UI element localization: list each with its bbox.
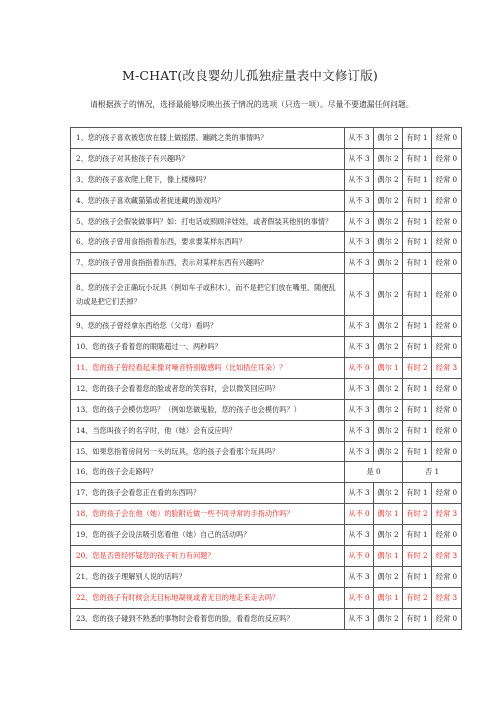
answer-option-never[interactable]: 从不 3 xyxy=(345,316,374,337)
answer-option-sometimes[interactable]: 有时 1 xyxy=(403,190,432,211)
question-row xyxy=(71,337,462,358)
question-text: 6、您的孩子曾用食指指着东西，要求要某样东西吗？ xyxy=(71,232,345,253)
answer-option-sometimes[interactable]: 有时 1 xyxy=(403,525,432,546)
answer-option-rarely[interactable]: 偶尔 2 xyxy=(374,211,403,232)
answer-option-sometimes[interactable]: 有时 1 xyxy=(403,337,432,358)
answer-option-rarely[interactable]: 偶尔 2 xyxy=(374,128,403,149)
answer-option-rarely[interactable]: 偶尔 2 xyxy=(374,190,403,211)
question-row xyxy=(71,169,462,190)
answer-option-sometimes[interactable]: 有时 1 xyxy=(403,420,432,441)
question-row xyxy=(71,504,462,525)
question-row xyxy=(71,566,462,587)
question-row xyxy=(71,399,462,420)
answer-option-rarely[interactable]: 偶尔 1 xyxy=(374,546,403,567)
answer-option-often[interactable]: 经常 3 xyxy=(432,587,462,608)
question-text: 3、您的孩子喜欢爬上爬下，像上楼梯吗？ xyxy=(71,169,345,190)
answer-option-sometimes[interactable]: 有时 2 xyxy=(403,358,432,379)
answer-option-never[interactable]: 从不 3 xyxy=(345,525,374,546)
page-title: M-CHAT(改良婴幼儿孤独症量表中文修订版) xyxy=(121,68,379,83)
answer-option-often[interactable]: 经常 0 xyxy=(432,274,462,316)
question-text: 11、您的孩子曾经看起来像对噪音特别敏感吗（比如捂住耳朵）？ xyxy=(71,358,345,379)
answer-option-rarely[interactable]: 偶尔 2 xyxy=(374,566,403,587)
answer-option-no[interactable]: 否 1 xyxy=(403,462,462,483)
question-text: 20、您是否曾经怀疑您的孩子听力有问题？ xyxy=(71,546,345,567)
question-row xyxy=(71,525,462,546)
answer-option-never[interactable]: 从不 3 xyxy=(345,128,374,149)
answer-option-never[interactable]: 从不 3 xyxy=(345,190,374,211)
answer-option-sometimes[interactable]: 有时 1 xyxy=(403,169,432,190)
question-text: 5、您的孩子会假装做事吗？如：打电话或照顾洋娃娃，或者假装其他别的事情？ xyxy=(71,211,345,232)
question-row xyxy=(71,358,462,379)
answer-option-often[interactable]: 经常 0 xyxy=(432,566,462,587)
answer-option-sometimes[interactable]: 有时 1 xyxy=(403,232,432,253)
answer-option-rarely[interactable]: 偶尔 2 xyxy=(374,316,403,337)
answer-option-rarely[interactable]: 偶尔 2 xyxy=(374,274,403,316)
question-row xyxy=(71,441,462,462)
answer-option-often[interactable]: 经常 0 xyxy=(432,253,462,274)
answer-option-never[interactable]: 从不 3 xyxy=(345,441,374,462)
answer-option-sometimes[interactable]: 有时 1 xyxy=(403,608,432,629)
question-row xyxy=(71,211,462,232)
question-text: 22、您的孩子有时候会无目标地凝视或者无目的地走来走去吗？ xyxy=(71,587,345,608)
questionnaire-table xyxy=(70,127,462,630)
answer-option-often[interactable]: 经常 0 xyxy=(432,211,462,232)
answer-option-yes[interactable]: 是 0 xyxy=(345,462,403,483)
answer-option-often[interactable]: 经常 0 xyxy=(432,190,462,211)
answer-option-never[interactable]: 从不 3 xyxy=(345,211,374,232)
answer-option-never[interactable]: 从不 3 xyxy=(345,232,374,253)
answer-option-often[interactable]: 经常 0 xyxy=(432,148,462,169)
answer-option-sometimes[interactable]: 有时 1 xyxy=(403,483,432,504)
answer-option-often[interactable]: 经常 0 xyxy=(432,232,462,253)
answer-option-never[interactable]: 从不 3 xyxy=(345,337,374,358)
answer-option-sometimes[interactable]: 有时 1 xyxy=(403,378,432,399)
question-row xyxy=(71,378,462,399)
answer-option-never[interactable]: 从不 0 xyxy=(345,546,374,567)
answer-option-often[interactable]: 经常 0 xyxy=(432,608,462,629)
answer-option-never[interactable]: 从不 3 xyxy=(345,274,374,316)
question-text: 2、您的孩子对其他孩子有兴趣吗？ xyxy=(71,148,345,169)
answer-option-rarely[interactable]: 偶尔 2 xyxy=(374,148,403,169)
question-text: 13、您的孩子会模仿您吗？（例如您做鬼脸，您的孩子也会模仿吗？） xyxy=(71,399,345,420)
question-row xyxy=(71,420,462,441)
answer-option-often[interactable]: 经常 3 xyxy=(432,358,462,379)
question-row xyxy=(71,274,462,316)
answer-option-sometimes[interactable]: 有时 1 xyxy=(403,211,432,232)
question-text: 7、您的孩子曾用食指指着东西，表示对某样东西有兴趣吗？ xyxy=(71,253,345,274)
answer-option-sometimes[interactable]: 有时 1 xyxy=(403,148,432,169)
question-row xyxy=(71,232,462,253)
answer-option-sometimes[interactable]: 有时 1 xyxy=(403,253,432,274)
answer-option-rarely[interactable]: 偶尔 1 xyxy=(374,587,403,608)
answer-option-sometimes[interactable]: 有时 1 xyxy=(403,566,432,587)
answer-option-rarely[interactable]: 偶尔 2 xyxy=(374,378,403,399)
answer-option-often[interactable]: 经常 0 xyxy=(432,525,462,546)
answer-option-sometimes[interactable]: 有时 1 xyxy=(403,441,432,462)
answer-option-never[interactable]: 从不 0 xyxy=(345,504,374,525)
answer-option-often[interactable]: 经常 0 xyxy=(432,337,462,358)
answer-option-often[interactable]: 经常 3 xyxy=(432,504,462,525)
question-text: 23、您的孩子碰到不熟悉的事物时会看着您的脸，看看您的反应吗？ xyxy=(71,608,345,629)
answer-option-sometimes[interactable]: 有时 2 xyxy=(403,546,432,567)
answer-option-rarely[interactable]: 偶尔 2 xyxy=(374,441,403,462)
answer-option-rarely[interactable]: 偶尔 2 xyxy=(374,253,403,274)
answer-option-rarely[interactable]: 偶尔 2 xyxy=(374,399,403,420)
question-text: 14、当您叫孩子的名字时，他（她）会有反应吗？ xyxy=(71,420,345,441)
question-row xyxy=(71,546,462,567)
question-row xyxy=(71,483,462,504)
answer-option-rarely[interactable]: 偶尔 2 xyxy=(374,525,403,546)
question-text: 10、您的孩子看着您的眼睛超过一、两秒吗？ xyxy=(71,337,345,358)
question-row xyxy=(71,253,462,274)
answer-option-rarely[interactable]: 偶尔 2 xyxy=(374,169,403,190)
answer-option-rarely[interactable]: 偶尔 1 xyxy=(374,358,403,379)
answer-option-never[interactable]: 从不 3 xyxy=(345,420,374,441)
answer-option-sometimes[interactable]: 有时 1 xyxy=(403,128,432,149)
answer-option-never[interactable]: 从不 3 xyxy=(345,608,374,629)
answer-option-never[interactable]: 从不 3 xyxy=(345,399,374,420)
question-text: 19、您的孩子会设法吸引您看他（她）自己的活动吗？ xyxy=(71,525,345,546)
answer-option-often[interactable]: 经常 0 xyxy=(432,441,462,462)
answer-option-never[interactable]: 从不 3 xyxy=(345,483,374,504)
question-text: 9、您的孩子曾经拿东西给您（父母）看吗？ xyxy=(71,316,345,337)
question-text: 21、您的孩子理解别人说的话吗？ xyxy=(71,566,345,587)
answer-option-sometimes[interactable]: 有时 1 xyxy=(403,399,432,420)
answer-option-never[interactable]: 从不 0 xyxy=(345,587,374,608)
answer-option-rarely[interactable]: 偶尔 1 xyxy=(374,504,403,525)
answer-option-sometimes[interactable]: 有时 1 xyxy=(403,274,432,316)
question-text: 15、如果您指着房间另一头的玩具，您的孩子会看那个玩具吗？ xyxy=(71,441,345,462)
answer-option-never[interactable]: 从不 3 xyxy=(345,148,374,169)
question-text: 1、您的孩子喜欢被您放在膝上做摇摆、蹦跳之类的事情吗？ xyxy=(71,128,345,149)
instructions: 请根据孩子的情况，选择最能够反映出孩子情况的选项（只选一项）。尽量不要遗漏任何问题。 xyxy=(90,100,414,109)
answer-option-never[interactable]: 从不 3 xyxy=(345,169,374,190)
answer-option-often[interactable]: 经常 0 xyxy=(432,483,462,504)
question-text: 4、您的孩子喜欢藏猫猫或者捉迷藏的游戏吗？ xyxy=(71,190,345,211)
question-text: 12、您的孩子会看着您的脸或者您的笑容时，会以微笑回应吗？ xyxy=(71,378,345,399)
question-row xyxy=(71,608,462,629)
answer-option-often[interactable]: 经常 0 xyxy=(432,128,462,149)
answer-option-sometimes[interactable]: 有时 1 xyxy=(403,316,432,337)
question-text: 8、您的孩子会正确玩小玩具（例如车子或积木），而不是把它们放在嘴里、随便乱动或是把它们丢掉？ xyxy=(71,274,345,316)
question-row xyxy=(71,148,462,169)
question-row xyxy=(71,128,462,149)
answer-option-often[interactable]: 经常 0 xyxy=(432,399,462,420)
answer-option-rarely[interactable]: 偶尔 2 xyxy=(374,420,403,441)
answer-option-often[interactable]: 经常 0 xyxy=(432,420,462,441)
answer-option-never[interactable]: 从不 0 xyxy=(345,358,374,379)
answer-option-never[interactable]: 从不 3 xyxy=(345,566,374,587)
answer-option-often[interactable]: 经常 3 xyxy=(432,546,462,567)
answer-option-sometimes[interactable]: 有时 2 xyxy=(403,504,432,525)
answer-option-rarely[interactable]: 偶尔 2 xyxy=(374,232,403,253)
answer-option-often[interactable]: 经常 0 xyxy=(432,316,462,337)
question-text: 18、您的孩子会在他（她）的脸附近做一些不同寻常的手指动作吗？ xyxy=(71,504,345,525)
answer-option-never[interactable]: 从不 3 xyxy=(345,253,374,274)
question-text: 17、您的孩子会看您正在看的东西吗？ xyxy=(71,483,345,504)
question-row xyxy=(71,190,462,211)
question-text: 16、您的孩子会走路吗？ xyxy=(71,462,345,483)
question-row xyxy=(71,462,462,483)
answer-option-never[interactable]: 从不 3 xyxy=(345,378,374,399)
answer-option-rarely[interactable]: 偶尔 2 xyxy=(374,337,403,358)
answer-option-sometimes[interactable]: 有时 2 xyxy=(403,587,432,608)
answer-option-rarely[interactable]: 偶尔 2 xyxy=(374,483,403,504)
answer-option-often[interactable]: 经常 0 xyxy=(432,378,462,399)
question-row xyxy=(71,316,462,337)
answer-option-rarely[interactable]: 偶尔 2 xyxy=(374,608,403,629)
question-row xyxy=(71,587,462,608)
answer-option-often[interactable]: 经常 0 xyxy=(432,169,462,190)
